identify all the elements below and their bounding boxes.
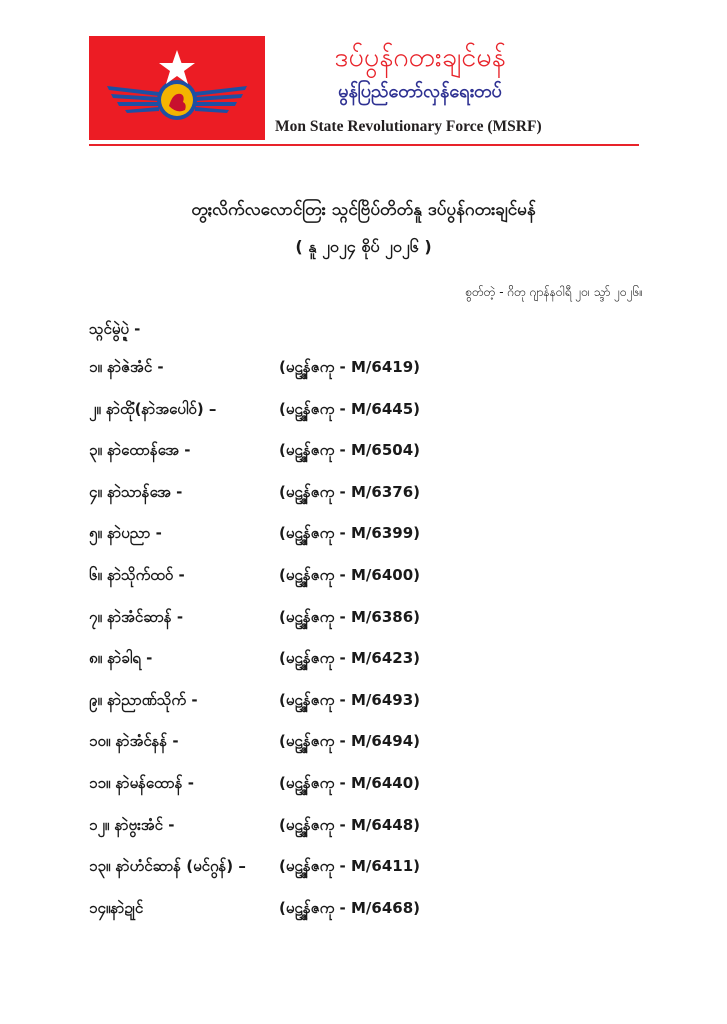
org-name-mon: ဒပ်ပွန်ဂတးချင်မန် xyxy=(334,42,506,73)
member-name: ၁။ နာဲဇဲအံင် - xyxy=(89,358,164,376)
member-name: ၁၄။နာဲဍုင် xyxy=(89,898,144,917)
member-id: (မဠ္ဇန်ဇကု - M/6411) xyxy=(279,857,421,876)
msrf-emblem-icon xyxy=(89,36,265,140)
org-name-english: Mon State Revolutionary Force (MSRF) xyxy=(275,118,542,135)
issue-date: စွတ်တဲ့ - ဂိတု ဂျာန်နဝါရီ ၂၀၊ သ္ဒာ် ၂၀၂၆။ xyxy=(465,285,643,299)
list-item xyxy=(89,688,649,730)
member-name: ၂။ နာဲထိုံ(နာဲအပေါဝ်) – xyxy=(89,399,217,418)
document-period: ( နူ ၂၀၂၄ စိုပ် ၂၀၂၆ ) xyxy=(295,237,432,256)
member-id: (မဠ္ဇန်ဇကု - M/6494) xyxy=(279,732,421,751)
list-item xyxy=(89,896,649,938)
member-name: ၉။ နာဲညာဏ်သိုက် - xyxy=(89,690,198,709)
list-item xyxy=(89,646,649,688)
list-item xyxy=(89,355,649,397)
member-id: (မဠ္ဇန်ဇကု - M/6445) xyxy=(279,399,421,418)
member-name: ၆။ နာဲသိုက်ထဝ် - xyxy=(89,565,185,584)
list-heading: သ္ဂင်မွဲပ္ဍဲ - xyxy=(89,320,141,338)
member-name: ၁၀။ နာဲအံင်နန် - xyxy=(89,732,179,751)
list-item xyxy=(89,729,649,771)
member-name: ၄။ နာဲသာန်အေ - xyxy=(89,482,183,501)
member-id: (မဠ္ဇန်ဇကု - M/6493) xyxy=(279,690,421,709)
member-name: ၇။ နာဲအံင်ဆာန် - xyxy=(89,607,184,626)
member-name: ၅။ နာဲပညာ - xyxy=(89,524,162,543)
member-id: (မဠ္ဇန်ဇကု - M/6440) xyxy=(279,773,421,792)
member-id: (မဠ္ဇန်ဇကု - M/6386) xyxy=(279,607,421,626)
member-id: (မဠ္ဇန်ဇကု - M/6448) xyxy=(279,815,421,834)
member-name: ၁၂။ နာဲဗွးအံင် - xyxy=(89,815,175,834)
member-id: (မဠ္ဇန်ဇကု - M/6376) xyxy=(279,482,421,501)
list-item xyxy=(89,438,649,480)
list-item xyxy=(89,813,649,855)
list-item xyxy=(89,771,649,813)
document-title: တွႏလိက်လလောင်တြး သ္ဂင်ဗြိပ်တိတ်နူ ဒပ်ပွန်ဂတးချင်မန် xyxy=(191,200,536,220)
member-id: (မဠ္ဇန်ဇကု - M/6423) xyxy=(279,649,421,668)
list-item xyxy=(89,521,649,563)
list-item xyxy=(89,854,649,896)
member-list xyxy=(89,355,649,937)
member-name: ၃။ နာဲထောန်အေ - xyxy=(89,441,191,460)
member-name: ၁၁။ နာဲမန်ထောန် - xyxy=(89,773,194,792)
list-item xyxy=(89,563,649,605)
list-item xyxy=(89,605,649,647)
member-id: (မဠ္ဇန်ဇကု - M/6399) xyxy=(279,524,421,543)
org-name-burmese: မွန်ပြည်တော်လှန်ရေးတပ် xyxy=(338,81,502,102)
member-id: (မဠ္ဇန်ဇကု - M/6419) xyxy=(279,358,421,376)
list-item xyxy=(89,480,649,522)
member-id: (မဠ္ဇန်ဇကု - M/6400) xyxy=(279,565,421,584)
msrf-flag-logo xyxy=(89,36,265,140)
member-id: (မဠ္ဇန်ဇကု - M/6468) xyxy=(279,898,421,917)
member-name: ၈။ နာဲခါရ - xyxy=(89,649,153,668)
list-item xyxy=(89,397,649,439)
member-id: (မဠ္ဇန်ဇကု - M/6504) xyxy=(279,441,421,460)
member-name: ၁၃။ နာဲဟံင်ဆာန် (မင်ဂွန်) – xyxy=(89,857,246,876)
header-divider xyxy=(89,144,639,146)
